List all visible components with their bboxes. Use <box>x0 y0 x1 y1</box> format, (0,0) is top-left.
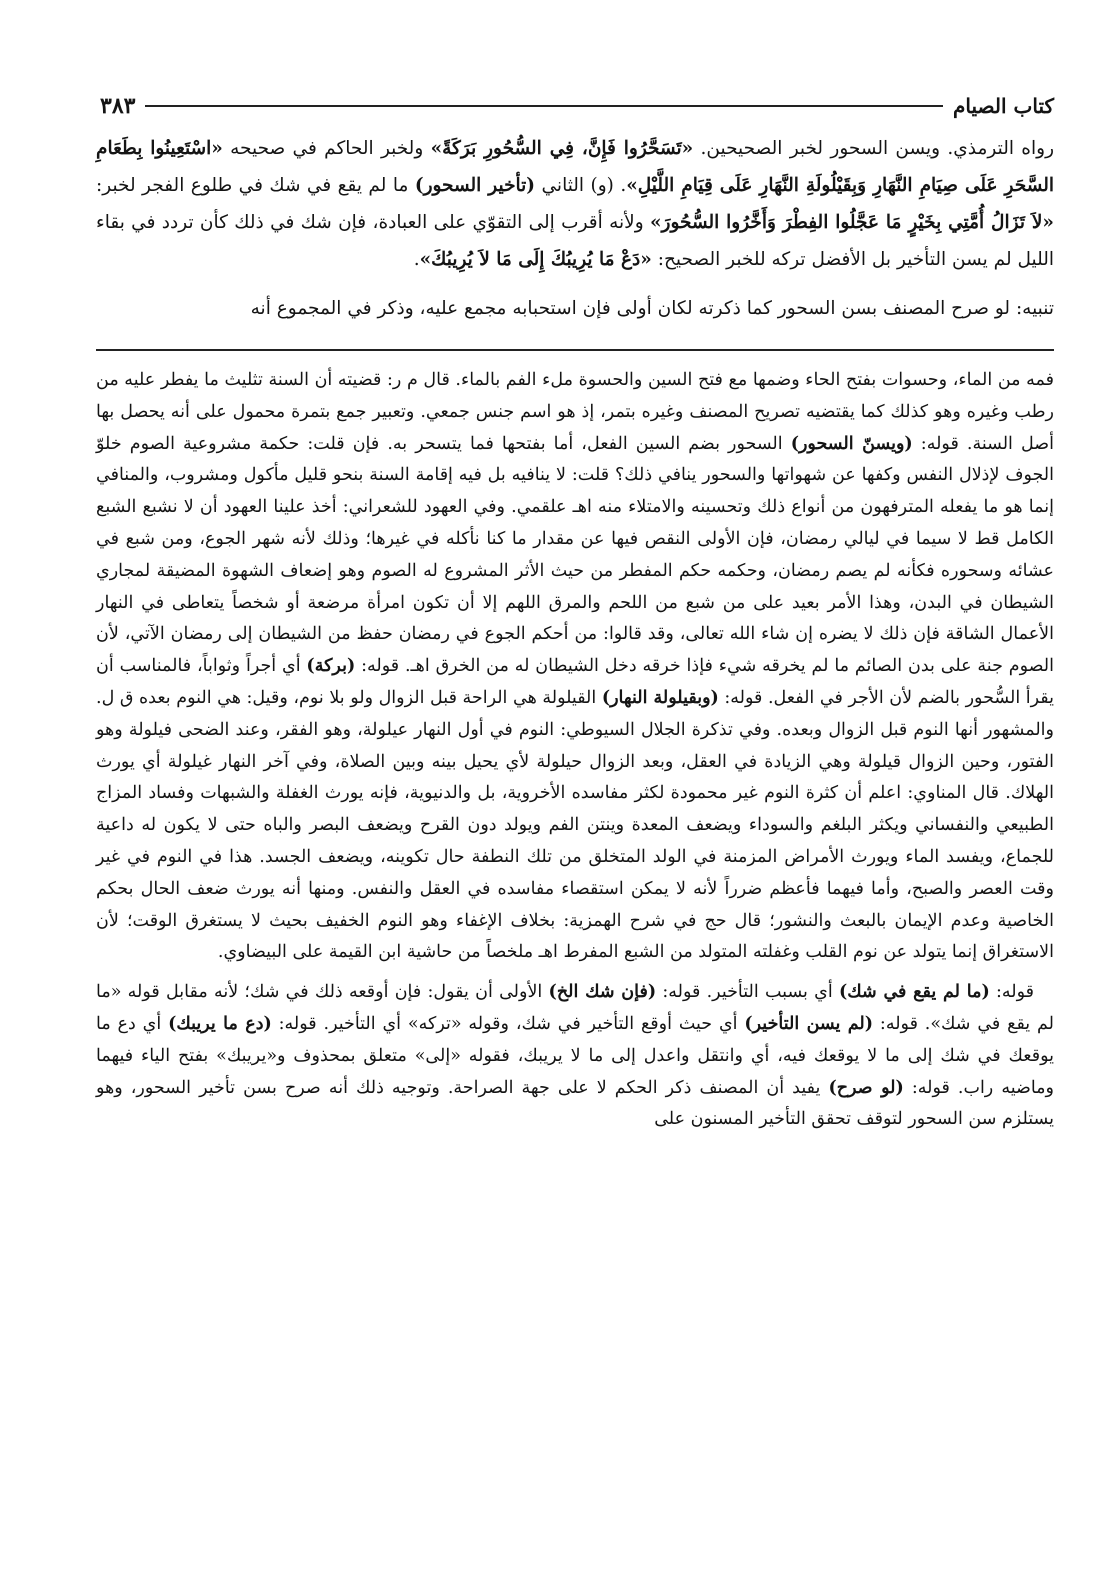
text-run: أي بسبب التأخير. قوله: <box>656 982 839 1003</box>
book-title: كتاب الصيام <box>953 94 1054 118</box>
text-run: السحور بضم السين الفعل، أما بفتحها فما يتسحر به. فإن قلت: حكمة مشروعية الصوم خلوّ الجوف لإذلال النفس وكفها عن شهواتها والسحور ينافي ذلك؟ قلت: لا ينافيه بل فيه إقامة السنة بنحو قليل مأكول ومشروب، والمنافي إنما هو ما يفعله المترفهون من أنواع ذلك وتحسينه والامتلاء منه اهـ علقمي. وفي العهود للشعراني: أخذ علينا العهود أن لا نشبع الشبع الكامل قط لا سيما في ليالي رمضان، فإن الأولى النقص فيها عن مقدار ما كنا نأكله في غيرها؛ وذلك لأنه شهر الجوع، ومن شبع في عشائه وسحوره فكأنه لم يصم رمضان، وحكمه حكم المفطر من حيث الأثر المشروع له الصوم وهو إضعاف الشهوة المضيقة لمجاري الشيطان في البدن، وهذا الأمر بعيد على من شبع من اللحم والمرق اللهم إلا أن تكون امرأة مرضعة أو شخصاً يتعاطى في النهار الأعمال الشاقة فإن ذلك لا يضره إن شاء الله تعالى، وقد قالوا: من أحكم الجوع في رمضان حفظ من الشيطان إلى رمضان الآتي، لأن الصوم جنة على بدن الصائم ما لم يخرقه شيء فإذا خرقه دخل الشيطان له من الخرق اهـ. قوله: <box>96 433 1054 677</box>
bold-phrase: (لم يسن التأخير) <box>744 1013 874 1034</box>
bold-phrase: (فإن شك الخ) <box>548 982 657 1003</box>
text-run: ولأنه أقرب إلى التقوّي على العبادة، فإن شك في ذلك كأن تردد في بقاء الليل لم يسن التأخير بل الأفضل تركه للخبر الصحيح: <box>96 212 1054 270</box>
bold-phrase: (ويسنّ السحور) <box>790 433 913 454</box>
note-label: تنبيه: <box>1015 298 1054 319</box>
bold-phrase: «تَسَحَّرُوا فَإِنَّ، فِي السُّحُورِ بَرَكَةً» <box>430 138 694 159</box>
bold-phrase: (وبقيلولة النهار) <box>601 687 719 708</box>
commentary <box>96 365 1054 1136</box>
bold-phrase: (تأخير السحور) <box>414 175 536 196</box>
text-run: . <box>413 249 420 270</box>
text-run: ولخبر الحاكم في صحيحه <box>222 138 431 159</box>
commentary-paragraph-2 <box>96 977 1054 1136</box>
text-run: رواه الترمذي. ويسن السحور لخبر الصحيحين. <box>693 138 1054 159</box>
text-run: ما لم يقع في شك في طلوع الفجر لخبر: <box>96 175 415 196</box>
footnote-divider <box>96 349 1054 351</box>
text-run: القيلولة هي الراحة قبل الزوال ولو بلا نوم، وقيل: هي النوم بعده ق ل. والمشهور أنها النوم قبل الزوال وبعده. وفي تذكرة الجلال السيوطي: النوم في أول النهار عيلولة، وهو الفقر، وعند الضحى فيلولة وهو الفتور، وحين الزوال قيلولة وهي الزيادة في العقل، وبعد الزوال حيلولة لأي يحيل بينه وبين الصلاة، وفي آخر النهار غيلولة أي يورث الهلاك. قال المناوي: اعلم أن كثرة النوم غير محمودة لكثر مفاسده الأخروية، بل والدنيوية، فإنه يورث الغفلة والشبهات وفساد المزاج الطبيعي والنفساني ويكثر البلغم والسوداء ويضعف المعدة وينتن الفم ويولد دون القرح ويضعف البصر والباه حتى لا يكون له داعية للجماع، ويفسد الماء ويورث الأمراض المزمنة في الولد المتخلق من تلك النطفة حال تكوينه، ويضعف الجسد. هذا في النوم في غير وقت العصر والصبح، وأما فيهما فأعظم ضرراً لأنه لا يمكن استقصاء مفاسده في العقل والنفس. ومنها أنه يورث ضعف الحال بحكم الخاصية وعدم الإيمان بالبعث والنشور؛ قال حج في شرح الهمزية: بخلاف الإغفاء وهو النوم الخفيف بحيث لا يستغرق الوقت؛ لأن الاستغراق إنما يتولد عن نوم القلب وغفلته المتولد من الشبع المفرط اهـ ملخصاً من حاشية ابن القيمة على البيضاوي. <box>96 687 1054 963</box>
bold-phrase: (دع ما يريبك) <box>168 1013 272 1034</box>
bold-phrase: (لو صرح) <box>828 1077 904 1098</box>
note <box>96 290 1054 327</box>
bold-phrase: «لاَ تَزَالُ أُمَّتِي بِخَيْرٍ مَا عَجَّلُوا الفِطْرَ وَأَخَّرُوا السُّحُورَ» <box>649 212 1054 233</box>
commentary-paragraph-1 <box>96 365 1054 969</box>
bold-phrase: (ما لم يقع في شك) <box>838 982 990 1003</box>
bold-phrase: «اسْتَعِينُوا بِطَعَامِ السَّحَرِ عَلَى صِيَامِ النَّهَارِ وَبِقَيْلُولَةِ النَّهَارِ عَلَى قِيَامِ اللَّيْلِ» <box>96 138 1054 196</box>
page-number: ٣٨٣ <box>100 93 136 119</box>
bold-phrase: «دَعْ مَا يُرِيبُكَ إِلَى مَا لاَ يُرِيبُكَ» <box>419 249 652 270</box>
book-page <box>96 86 1054 1136</box>
note-text: لو صرح المصنف بسن السحور كما ذكرته لكان أولى فإن استحبابه مجمع عليه، وذكر في المجموع أنه <box>250 298 1016 319</box>
text-run: فمه من الماء، وحسوات بفتح الحاء وضمها مع فتح السين والحسوة ملء الفم بالماء. قال م ر: قضيته أن السنة تثليث ما يفطر عليه من رطب وغيره وهو كذلك كما يقتضيه تصريح المصنف وغيره بتمر، إذ هو اسم جنس جمعي. وتعبير جمع بتمرة محمول على أنه يحصل بها أصل السنة. قوله: <box>96 370 1054 454</box>
running-header <box>96 86 1054 126</box>
text-run: قوله: <box>989 982 1034 1003</box>
text-run: أي أجراً وثواباً، فالمناسب أن يقرأ السُّحور بالضم لأن الأجر في الفعل. قوله: <box>96 656 1054 708</box>
text-run: يفيد أن المصنف ذكر الحكم لا على جهة الصراحة. وتوجيه ذلك أنه صرح بسن تأخير السحور، وهو يستلزم سن السحور لتوقف تحقق التأخير المسنون على <box>96 1077 1054 1130</box>
main-text <box>96 130 1054 278</box>
bold-phrase: (بركة) <box>306 656 356 677</box>
text-run: أي دع ما يوقعك في شك إلى ما لا يوقعك فيه، أي وانتقل واعدل إلى ما لا يريبك، فقوله «إلى» متعلق بمحذوف و«يريبك» بفتح الياء فيهما وماضيه راب. قوله: <box>96 1013 1054 1098</box>
text-run: أي حيث أوقع التأخير في شك، وقوله «تركه» أي التأخير. قوله: <box>271 1013 745 1034</box>
text-run: الأولى أن يقول: فإن أوقعه ذلك في شك؛ لأنه مقابل قوله «ما لم يقع في شك». قوله: <box>96 982 1054 1034</box>
header-rule <box>145 105 943 107</box>
text-run: . (و) الثاني <box>535 175 627 196</box>
